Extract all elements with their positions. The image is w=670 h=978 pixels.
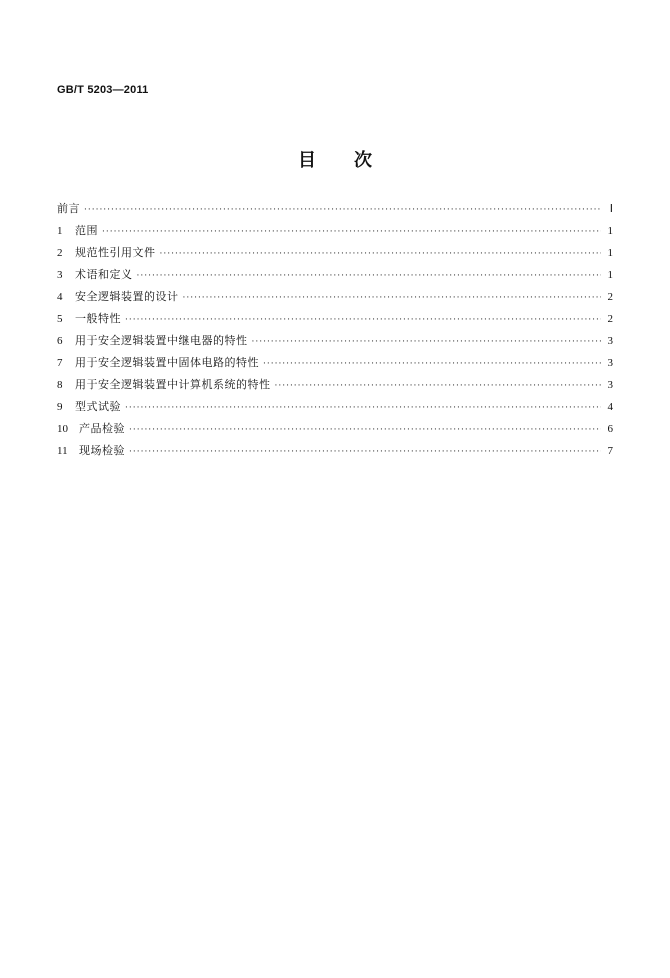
toc-entry-foreword[interactable] (57, 198, 613, 220)
toc-entry-9[interactable] (57, 396, 613, 418)
toc-entry-label: 用于安全逻辑装置中固体电路的特性 (75, 356, 259, 369)
toc-entry-label: 前言 (57, 202, 80, 215)
toc-entry-page: Ⅰ (609, 203, 613, 215)
toc-entry-label: 范围 (75, 224, 98, 237)
toc-entry-10[interactable] (57, 418, 613, 440)
toc-leader-dots (125, 397, 601, 419)
toc-entry-label: 安全逻辑装置的设计 (75, 290, 179, 303)
toc-entry-11[interactable] (57, 440, 613, 462)
toc-entry-5[interactable] (57, 308, 613, 330)
toc-entry-number: 11 (57, 445, 68, 457)
toc-entry-2[interactable] (57, 242, 613, 264)
toc-entry-page: 1 (607, 269, 613, 281)
toc-entry-8[interactable] (57, 374, 613, 396)
toc-leader-dots (137, 265, 602, 287)
table-of-contents (57, 198, 613, 462)
toc-entry-number: 9 (57, 401, 63, 413)
toc-entry-page: 4 (607, 401, 613, 413)
toc-entry-number: 5 (57, 313, 63, 325)
toc-entry-page: 6 (607, 423, 613, 435)
toc-entry-page: 7 (607, 445, 613, 457)
toc-entry-label: 现场检验 (79, 444, 125, 457)
toc-entry-label: 术语和定义 (75, 268, 133, 281)
toc-entry-number: 8 (57, 379, 63, 391)
toc-entry-label: 用于安全逻辑装置中计算机系统的特性 (75, 378, 271, 391)
toc-leader-dots (252, 331, 602, 353)
toc-entry-number: 7 (57, 357, 63, 369)
toc-leader-dots (183, 287, 602, 309)
toc-entry-page: 1 (607, 225, 613, 237)
toc-entry-6[interactable] (57, 330, 613, 352)
toc-entry-label: 型式试验 (75, 400, 121, 413)
toc-title-char-2: 次 (354, 150, 372, 171)
toc-leader-dots (263, 353, 601, 375)
toc-title (0, 146, 670, 172)
toc-entry-7[interactable] (57, 352, 613, 374)
toc-entry-page: 3 (607, 379, 613, 391)
toc-entry-number: 6 (57, 335, 63, 347)
toc-leader-dots (129, 419, 601, 441)
toc-title-char-1: 目 (298, 150, 316, 171)
toc-entry-page: 1 (607, 247, 613, 259)
toc-entry-page: 2 (607, 291, 613, 303)
toc-entry-1[interactable] (57, 220, 613, 242)
toc-entry-page: 3 (607, 357, 613, 369)
toc-entry-page: 3 (607, 335, 613, 347)
toc-leader-dots (129, 441, 601, 463)
toc-leader-dots (84, 199, 601, 221)
toc-entry-label: 一般特性 (75, 312, 121, 325)
toc-entry-number: 2 (57, 247, 63, 259)
toc-entry-label: 规范性引用文件 (75, 246, 156, 259)
toc-entry-3[interactable] (57, 264, 613, 286)
toc-entry-page: 2 (607, 313, 613, 325)
toc-leader-dots (125, 309, 601, 331)
standard-code: GB/T 5203—2011 (57, 84, 149, 96)
toc-leader-dots (102, 221, 601, 243)
toc-entry-4[interactable] (57, 286, 613, 308)
toc-leader-dots (160, 243, 602, 265)
toc-entry-number: 1 (57, 225, 63, 237)
toc-entry-number: 3 (57, 269, 63, 281)
toc-entry-number: 10 (57, 423, 68, 435)
toc-leader-dots (275, 375, 602, 397)
toc-entry-label: 产品检验 (79, 422, 125, 435)
toc-entry-label: 用于安全逻辑装置中继电器的特性 (75, 334, 248, 347)
toc-entry-number: 4 (57, 291, 63, 303)
